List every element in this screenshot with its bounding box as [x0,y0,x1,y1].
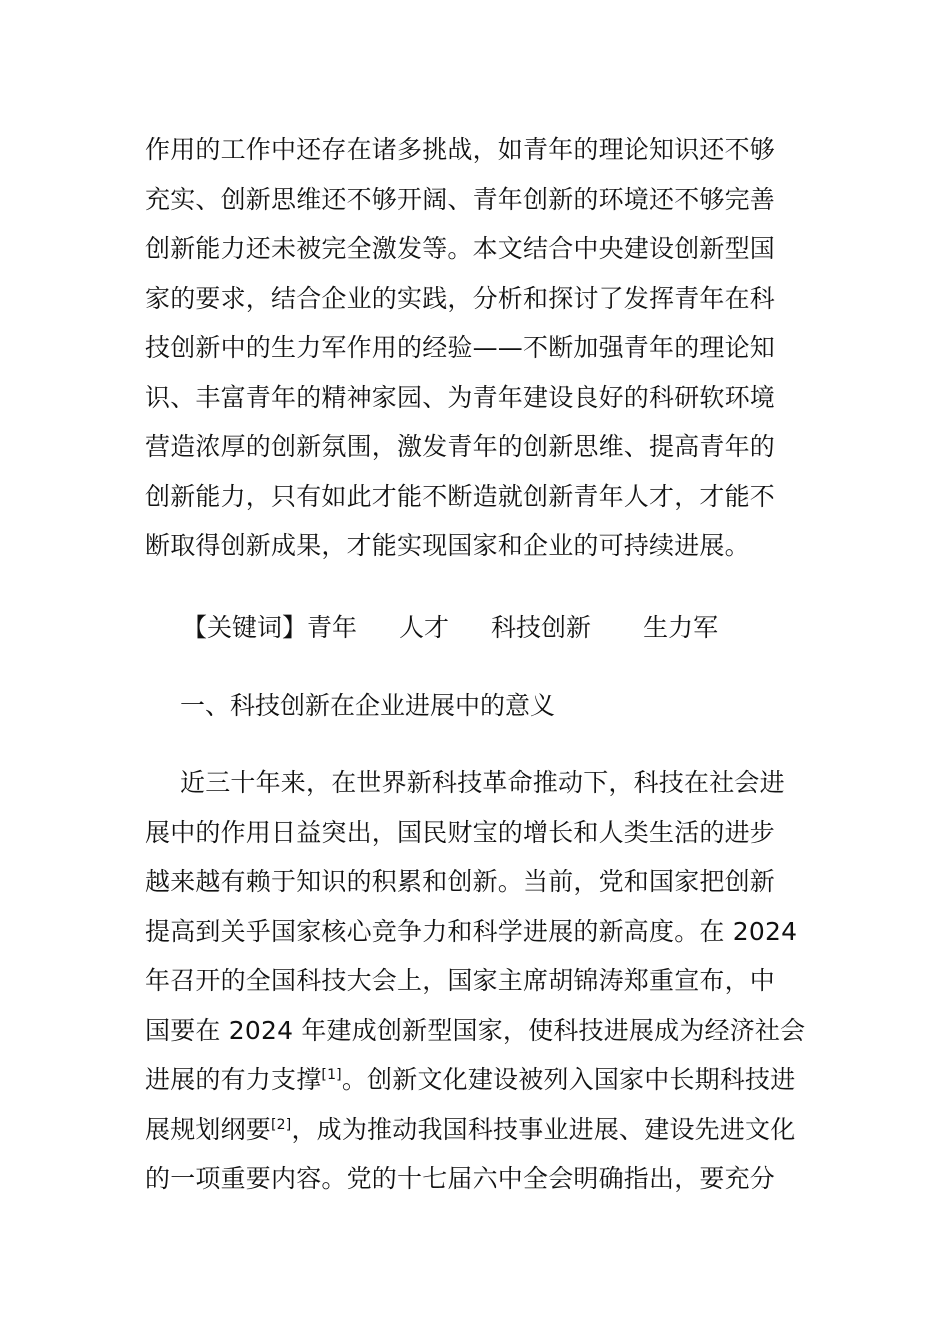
citation-ref: [1] [321,1067,342,1083]
body-line-with-ref [145,1105,810,1155]
keywords-label: 【关键词】 [182,613,308,642]
abstract-line: 创新能力，只有如此才能不断造就创新青年人才，才能不 [145,481,776,511]
abstract-line: 识、丰富青年的精神家园、为青年建设良好的科研软环境 [145,382,776,412]
body-line: 近三十年来，在世界新科技革命推动下，科技在社会进 [180,768,785,797]
body-line-with-ref [145,1055,810,1105]
abstract-line: 创新能力还未被完全激发等。本文结合中央建设创新型国 [145,234,776,263]
abstract-line: 作用的工作中还存在诸多挑战，如青年的理论知识还不够 [145,135,776,164]
keywords-line [182,603,718,653]
citation-ref: [2] [271,1116,292,1133]
section-heading: 一、科技创新在企业进展中的意义 [180,691,556,720]
abstract-line: 家的要求，结合企业的实践，分析和探讨了发挥青年在科 [145,283,776,313]
abstract-paragraph [145,125,810,571]
abstract-line: 充实、创新思维还不够开阔、青年创新的环境还不够完善 [145,184,776,214]
body-text: 。创新文化建设被列入国家中长期科技进 [341,1065,796,1094]
abstract-line: 技创新中的生力军作用的经验——不断加强青年的理论知 [145,333,776,362]
keyword: 生力军 [643,613,719,642]
body-line: 的一项重要内容。党的十七届六中全会明确指出，要充分 [145,1164,776,1193]
keyword: 人才 [399,613,450,642]
body-paragraph [145,758,810,1204]
body-text: 进展的有力支撑 [145,1065,322,1094]
body-line: 越来越有赖于知识的积累和创新。当前，党和国家把创新 [145,867,776,896]
body-line: 展中的作用日益突出，国民财宝的增长和人类生活的进步 [145,817,776,847]
body-line: 年召开的全国科技大会上，国家主席胡锦涛郑重宣布，中 [145,966,776,995]
body-text: ，成为推动我国科技事业进展、建设先进文化 [291,1114,796,1144]
body-line: 提高到关乎国家核心竞争力和科学进展的新高度。在 2024 [145,916,798,946]
body-text: 展规划纲要 [145,1114,272,1144]
keyword: 科技创新 [491,613,592,642]
abstract-line: 断取得创新成果，才能实现国家和企业的可持续进展。 [145,531,750,560]
keyword: 青年 [307,613,358,642]
abstract-line: 营造浓厚的创新氛围，激发青年的创新思维、提高青年的 [145,432,776,461]
body-line: 国要在 2024 年建成创新型国家，使科技进展成为经济社会 [145,1015,806,1045]
